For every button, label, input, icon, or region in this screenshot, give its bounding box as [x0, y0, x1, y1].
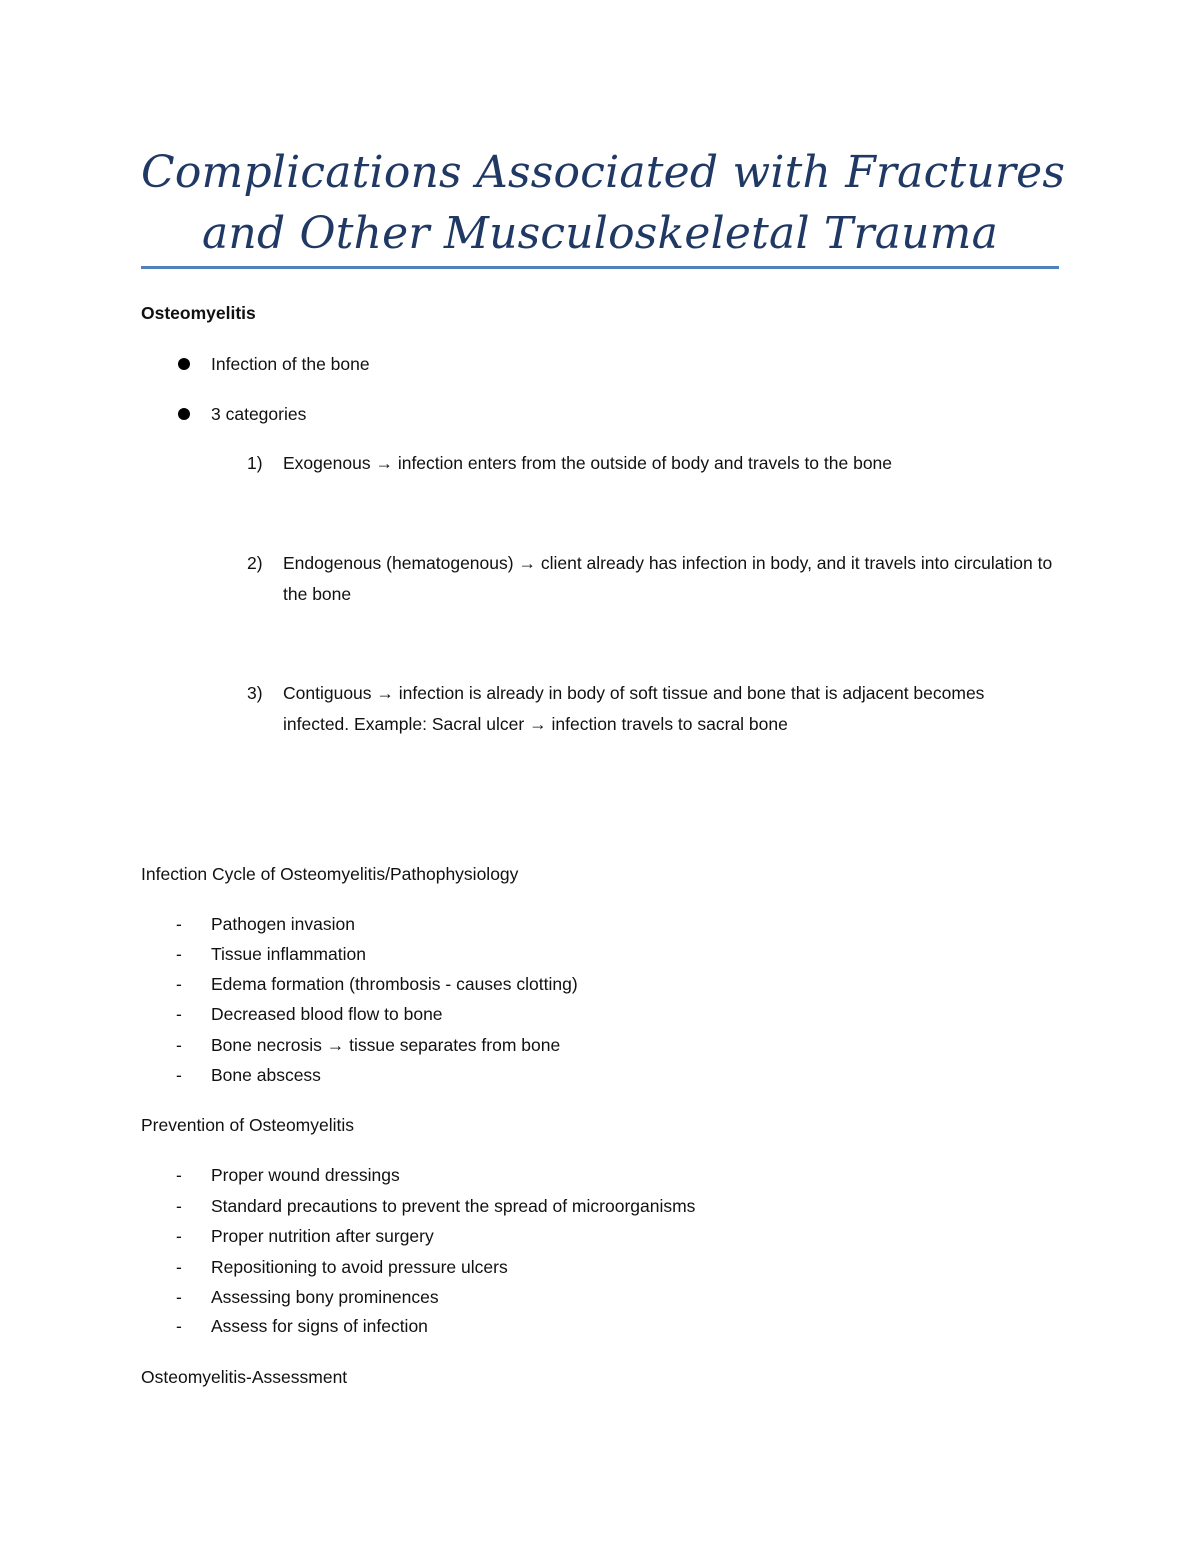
dash-marker: - — [176, 1065, 182, 1085]
list-item: Assessing bony prominences — [211, 1287, 439, 1307]
list-item: Decreased blood flow to bone — [211, 1004, 443, 1024]
section-heading-assessment: Osteomyelitis-Assessment — [141, 1367, 348, 1387]
list-item: Edema formation (thrombosis - causes clotting) — [211, 974, 578, 994]
dash-marker: - — [176, 914, 182, 934]
arrow-icon: → — [529, 714, 547, 734]
category-term: Contiguous — [283, 683, 372, 703]
category-description: infection is already in body of soft tissue and bone that is adjacent becomes infected. Example: Sacral ulcer — [283, 683, 985, 734]
section-heading-infection-cycle: Infection Cycle of Osteomyelitis/Pathophysiology — [141, 864, 519, 884]
category-description-continued: infection travels to sacral bone — [551, 714, 788, 734]
title-line-2: and Other Musculoskeletal Trauma — [201, 208, 999, 259]
list-item: Bone necrosis → tissue separates from bone — [211, 1035, 561, 1055]
list-item: Standard precautions to prevent the spread of microorganisms — [211, 1196, 696, 1216]
dash-marker: - — [176, 974, 182, 994]
dash-marker: - — [176, 1257, 182, 1277]
category-term: Endogenous (hematogenous) — [283, 553, 514, 573]
document-title — [141, 142, 1066, 264]
dash-marker: - — [176, 1165, 182, 1185]
bullet-dot — [178, 408, 190, 420]
bullet-item: 3 categories — [211, 404, 307, 424]
dash-marker: - — [176, 1196, 182, 1216]
category-term: Exogenous — [283, 453, 371, 473]
bullet-dot — [178, 358, 190, 370]
section-heading-osteomyelitis: Osteomyelitis — [141, 303, 256, 323]
list-item: Tissue inflammation — [211, 944, 366, 964]
arrow-icon: → — [376, 683, 394, 703]
category-description: infection enters from the outside of body and travels to the bone — [397, 453, 893, 473]
list-item: Assess for signs of infection — [211, 1316, 428, 1336]
category-description: client already has infection in body, and it travels into circulation to the bone — [283, 553, 1053, 604]
category-item-exogenous — [283, 448, 1053, 479]
title-line-1: Complications Associated with Fractures — [141, 147, 1066, 198]
category-item-endogenous — [283, 548, 1053, 610]
bullet-item: Infection of the bone — [211, 354, 370, 374]
list-item: Bone abscess — [211, 1065, 321, 1085]
dash-marker: - — [176, 1316, 182, 1336]
list-item: Repositioning to avoid pressure ulcers — [211, 1257, 508, 1277]
dash-marker: - — [176, 1287, 182, 1307]
category-item-contiguous — [283, 678, 1053, 740]
list-item: Proper nutrition after surgery — [211, 1226, 434, 1246]
dash-marker: - — [176, 1004, 182, 1024]
list-item: Proper wound dressings — [211, 1165, 400, 1185]
section-heading-prevention: Prevention of Osteomyelitis — [141, 1115, 355, 1135]
list-item: Pathogen invasion — [211, 914, 355, 934]
list-number: 3) — [247, 683, 263, 703]
dash-marker: - — [176, 1035, 182, 1055]
dash-marker: - — [176, 944, 182, 964]
list-number: 1) — [247, 453, 263, 473]
title-underline — [141, 266, 1059, 269]
arrow-icon: → — [375, 453, 393, 473]
list-number: 2) — [247, 553, 263, 573]
arrow-icon: → — [518, 553, 536, 573]
dash-marker: - — [176, 1226, 182, 1246]
